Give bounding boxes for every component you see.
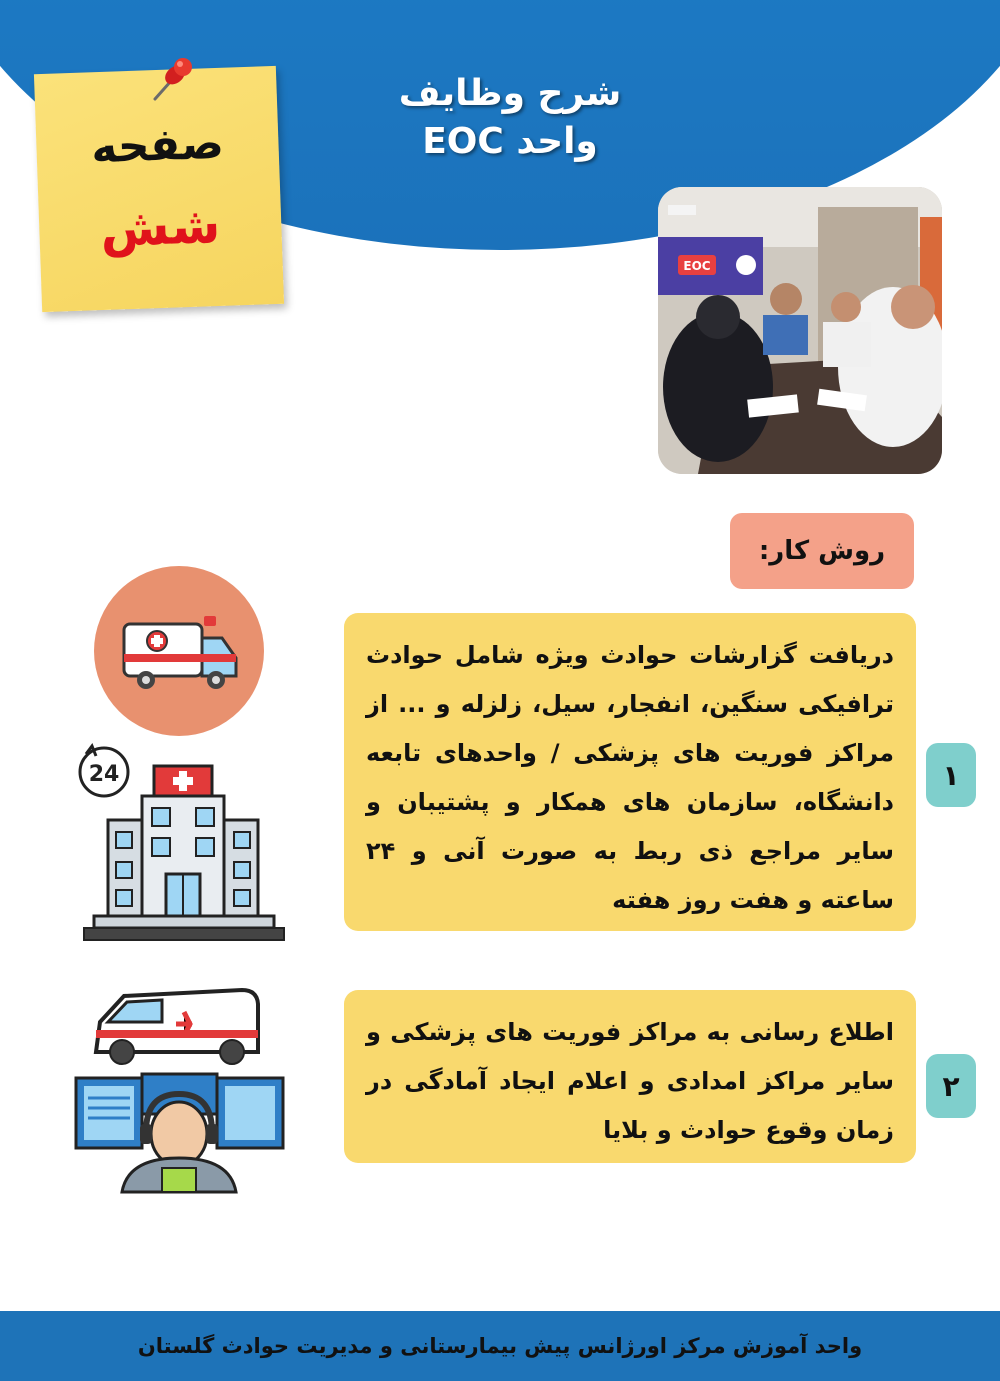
task-item-1-text: دریافت گزارشات حوادث ویژه شامل حوادث ترافیکی سنگین، انفجار، سیل، زلزله و ... از مراکز فوریت های پزشکی / واحدهای تابعه دانشگاه، سازمان های همکار و پشتیبان و سایر مراجع ذی ربط به صورت آنی و ۲۴ ساعته و هفت روز هفته [366,641,894,914]
title-line-2: واحد EOC [422,121,598,162]
dispatch-operator-icon [72,982,287,1197]
sticky-note-line-2: شش [99,195,222,259]
footer [0,1311,1000,1381]
task-number-2: ۲ [926,1054,976,1118]
method-label: روش کار: [730,513,914,589]
task-item-1 [344,613,916,931]
hospital-badge-text: 24 [88,762,120,787]
push-pin-icon [145,55,197,107]
ambulance-icon [94,566,264,736]
page-title [380,70,640,166]
hospital-24-hours-icon [74,740,289,945]
eoc-meeting-photo [658,187,942,474]
footer-text: واحد آموزش مرکز اورژانس پیش بیمارستانی و مدیریت حوادث گلستان [137,1334,863,1358]
title-line-1: شرح وظایف [398,73,622,114]
task-item-2-text: اطلاع رسانی به مراکز فوریت های پزشکی و سایر مراکز امدادی و اعلام ایجاد آمادگی در زمان وقوع حوادث و بلایا [366,1018,894,1144]
sticky-note-line-1: صفحه [90,117,225,174]
task-number-1: ۱ [926,743,976,807]
photo-banner-text: EOC [683,259,711,273]
ambulance-circle [94,566,264,736]
task-item-2 [344,990,916,1163]
